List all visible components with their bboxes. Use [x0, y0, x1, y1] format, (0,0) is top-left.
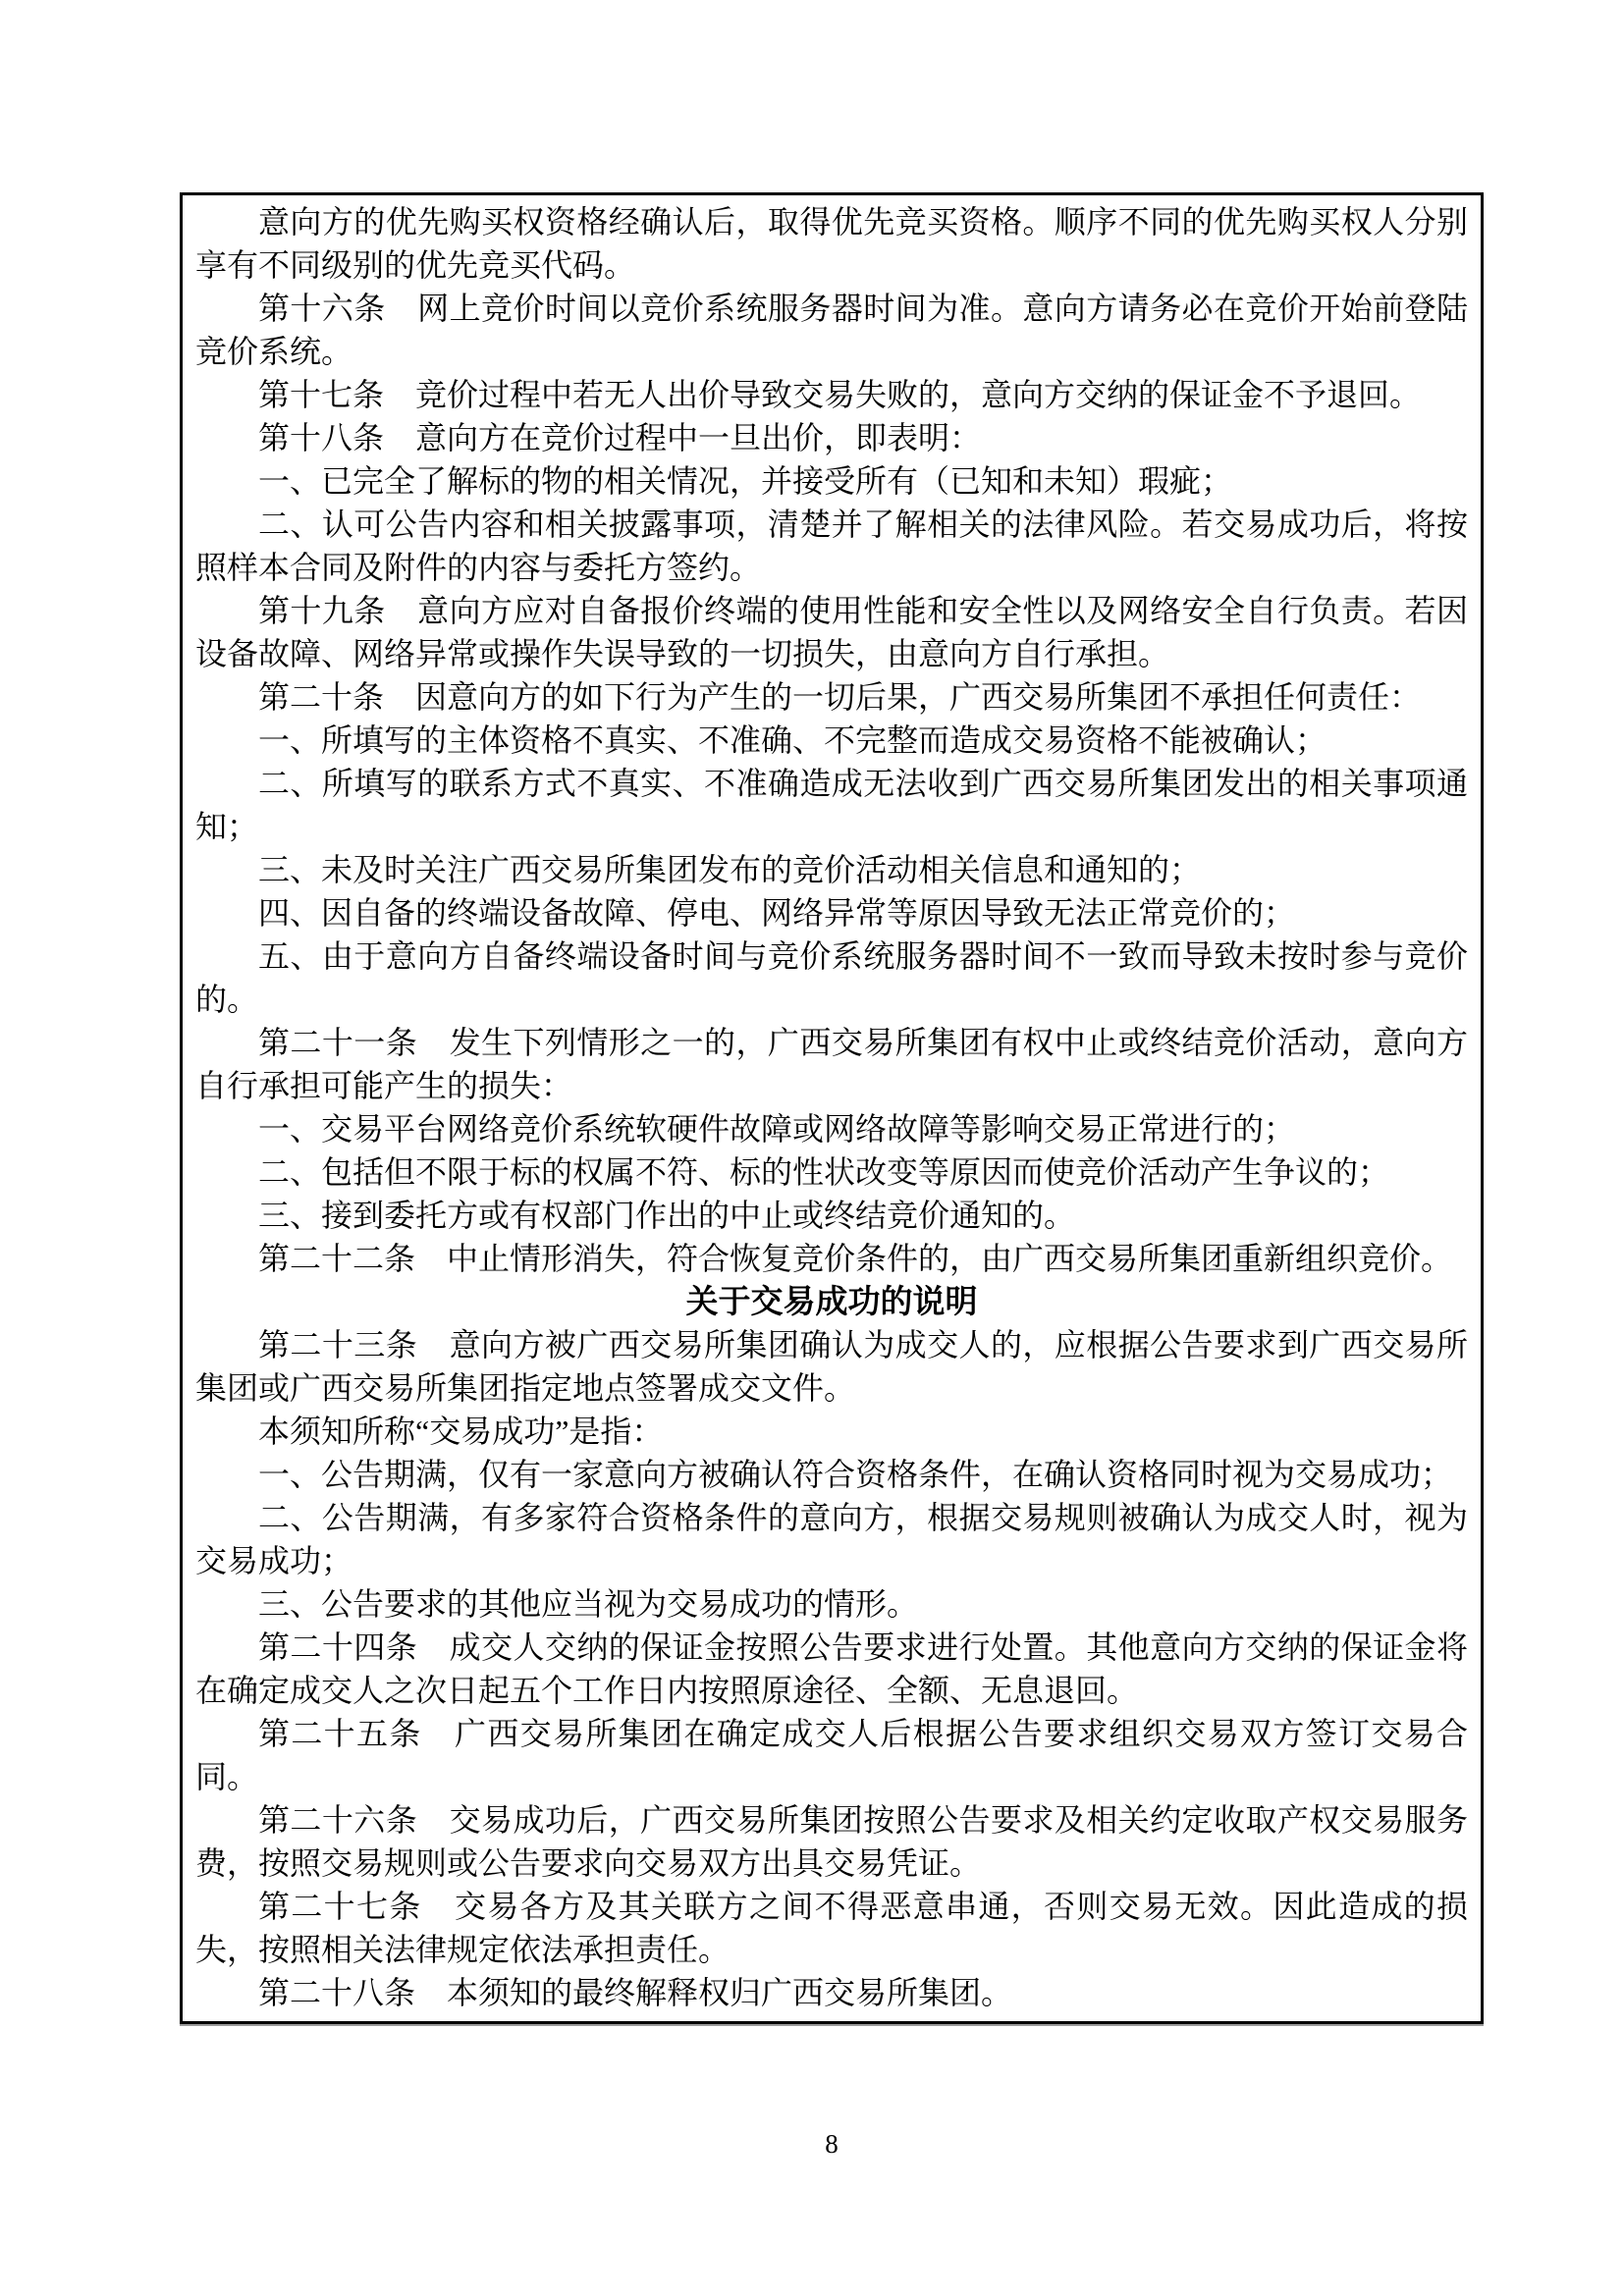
page-number: 8: [825, 2129, 839, 2159]
notice-text-box: [180, 192, 1484, 2024]
paragraph: 二、包括但不限于标的权属不符、标的性状改变等原因而使竞价活动产生争议的；: [258, 1154, 1390, 1190]
paragraph: 第二十四条 成交人交纳的保证金按照公告要求进行处置。其他意向方交纳的保证金将在确定成交人之次日起五个工作日内按照原途径、全额、无息退回。: [195, 1629, 1468, 1708]
notice-paragraphs: [195, 200, 1468, 2014]
paragraph: 第二十条 因意向方的如下行为产生的一切后果，广西交易所集团不承担任何责任：: [258, 679, 1422, 715]
paragraph: 第十八条 意向方在竞价过程中一旦出价，即表明：: [258, 420, 982, 455]
paragraph: 意向方的优先购买权资格经确认后，取得优先竞买资格。顺序不同的优先购买权人分别享有不同级别的优先竞买代码。: [195, 204, 1468, 283]
paragraph: 一、公告期满，仅有一家意向方被确认符合资格条件，在确认资格同时视为交易成功；: [258, 1457, 1453, 1492]
paragraph: 五、由于意向方自备终端设备时间与竞价系统服务器时间不一致而导致未按时参与竞价的。: [195, 938, 1468, 1017]
paragraph: 第二十五条 广西交易所集团在确定成交人后根据公告要求组织交易双方签订交易合同。: [195, 1716, 1468, 1794]
paragraph: 第二十三条 意向方被广西交易所集团确认为成交人的，应根据公告要求到广西交易所集团或广西交易所集团指定地点签署成交文件。: [195, 1327, 1468, 1406]
paragraph: 三、未及时关注广西交易所集团发布的竞价活动相关信息和通知的；: [258, 852, 1202, 887]
paragraph: 第二十八条 本须知的最终解释权归广西交易所集团。: [258, 1975, 1013, 2010]
paragraph: 第二十七条 交易各方及其关联方之间不得恶意串通，否则交易无效。因此造成的损失，按照相关法律规定依法承担责任。: [195, 1889, 1468, 1967]
paragraph: 三、接到委托方或有权部门作出的中止或终结竞价通知的。: [258, 1198, 1076, 1233]
paragraph: 第二十二条 中止情形消失，符合恢复竞价条件的，由广西交易所集团重新组织竞价。: [258, 1241, 1453, 1276]
paragraph: 一、所填写的主体资格不真实、不准确、不完整而造成交易资格不能被确认；: [258, 722, 1327, 758]
paragraph: 四、因自备的终端设备故障、停电、网络异常等原因导致无法正常竞价的；: [258, 895, 1296, 931]
paragraph: 三、公告要求的其他应当视为交易成功的情形。: [258, 1586, 919, 1622]
paragraph: 二、所填写的联系方式不真实、不准确造成无法收到广西交易所集团发出的相关事项通知；: [195, 766, 1468, 844]
paragraph: 第十七条 竞价过程中若无人出价导致交易失败的，意向方交纳的保证金不予退回。: [258, 377, 1422, 412]
paragraph: 第十六条 网上竞价时间以竞价系统服务器时间为准。意向方请务必在竞价开始前登陆竞价系统。: [195, 291, 1468, 369]
paragraph: 一、交易平台网络竞价系统软硬件故障或网络故障等影响交易正常进行的；: [258, 1111, 1296, 1147]
paragraph: 一、已完全了解标的物的相关情况，并接受所有（已知和未知）瑕疵；: [258, 463, 1233, 499]
paragraph: 第十九条 意向方应对自备报价终端的使用性能和安全性以及网络安全自行负责。若因设备故障、网络异常或操作失误导致的一切损失，由意向方自行承担。: [195, 593, 1468, 671]
paragraph: 第二十一条 发生下列情形之一的，广西交易所集团有权中止或终结竞价活动，意向方自行承担可能产生的损失：: [195, 1025, 1468, 1103]
paragraph: 第二十六条 交易成功后，广西交易所集团按照公告要求及相关约定收取产权交易服务费，按照交易规则或公告要求向交易双方出具交易凭证。: [195, 1802, 1468, 1881]
paragraph: 二、认可公告内容和相关披露事项，清楚并了解相关的法律风险。若交易成功后，将按照样本合同及附件的内容与委托方签约。: [195, 507, 1468, 585]
paragraph: 本须知所称“交易成功”是指：: [258, 1414, 664, 1449]
paragraph: 二、公告期满，有多家符合资格条件的意向方，根据交易规则被确认为成交人时，视为交易成功；: [195, 1500, 1468, 1578]
section-heading: 关于交易成功的说明: [685, 1283, 978, 1319]
